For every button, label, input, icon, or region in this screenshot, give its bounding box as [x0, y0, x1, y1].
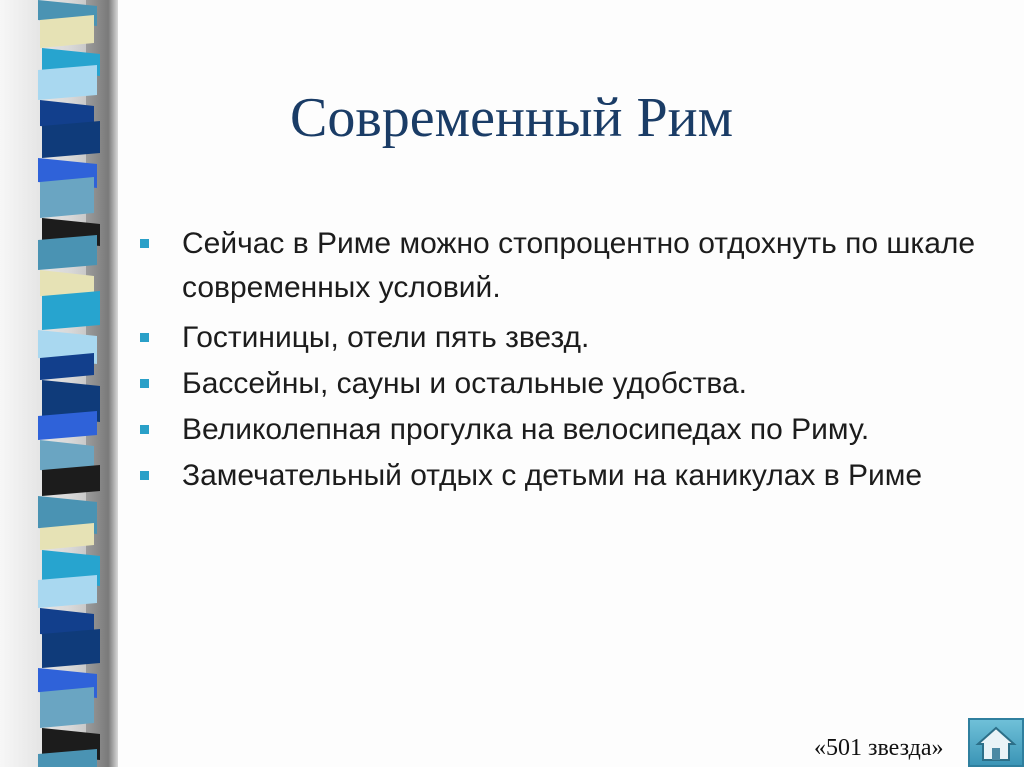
- stripe-block: [42, 121, 100, 158]
- bullet-text: Гостиницы, отели пять звезд.: [182, 321, 590, 354]
- bullet-list: [140, 222, 1000, 498]
- home-button[interactable]: [968, 718, 1024, 767]
- stripe-block: [40, 15, 94, 48]
- stripe-block: [38, 411, 97, 440]
- bullet-item: [140, 222, 1000, 310]
- bullet-item: [140, 316, 1000, 360]
- stripe-block: [42, 291, 100, 330]
- slide-title: Современный Рим: [290, 87, 734, 149]
- bullet-text: Бассейны, сауны и остальные удобства.: [182, 367, 747, 400]
- bullet-item: [140, 454, 1000, 498]
- bullet-item: [140, 408, 1000, 452]
- bullet-item: [140, 362, 1000, 406]
- stripe-block: [42, 465, 100, 496]
- decorative-stripe: [30, 0, 100, 767]
- stripe-block: [42, 629, 100, 668]
- stripe-block: [40, 177, 94, 218]
- bullet-square-icon: [140, 333, 149, 342]
- bullet-text: Великолепная прогулка на велосипедах по Риму.: [182, 413, 870, 446]
- bullet-text: Сейчас в Риме можно стопроцентно отдохнуть по шкале современных условий.: [182, 227, 976, 304]
- bullet-square-icon: [140, 471, 149, 480]
- home-icon: [970, 720, 1022, 765]
- bullet-square-icon: [140, 425, 149, 434]
- stripe-block: [38, 575, 97, 608]
- stripe-block: [40, 687, 94, 728]
- bullet-square-icon: [140, 239, 149, 248]
- footer-caption: «501 звезда»: [814, 735, 944, 761]
- bullet-square-icon: [140, 379, 149, 388]
- stripe-block: [38, 235, 97, 270]
- stripe-block: [38, 65, 97, 100]
- bullet-text: Замечательный отдых с детьми на каникулах в Риме: [182, 459, 923, 492]
